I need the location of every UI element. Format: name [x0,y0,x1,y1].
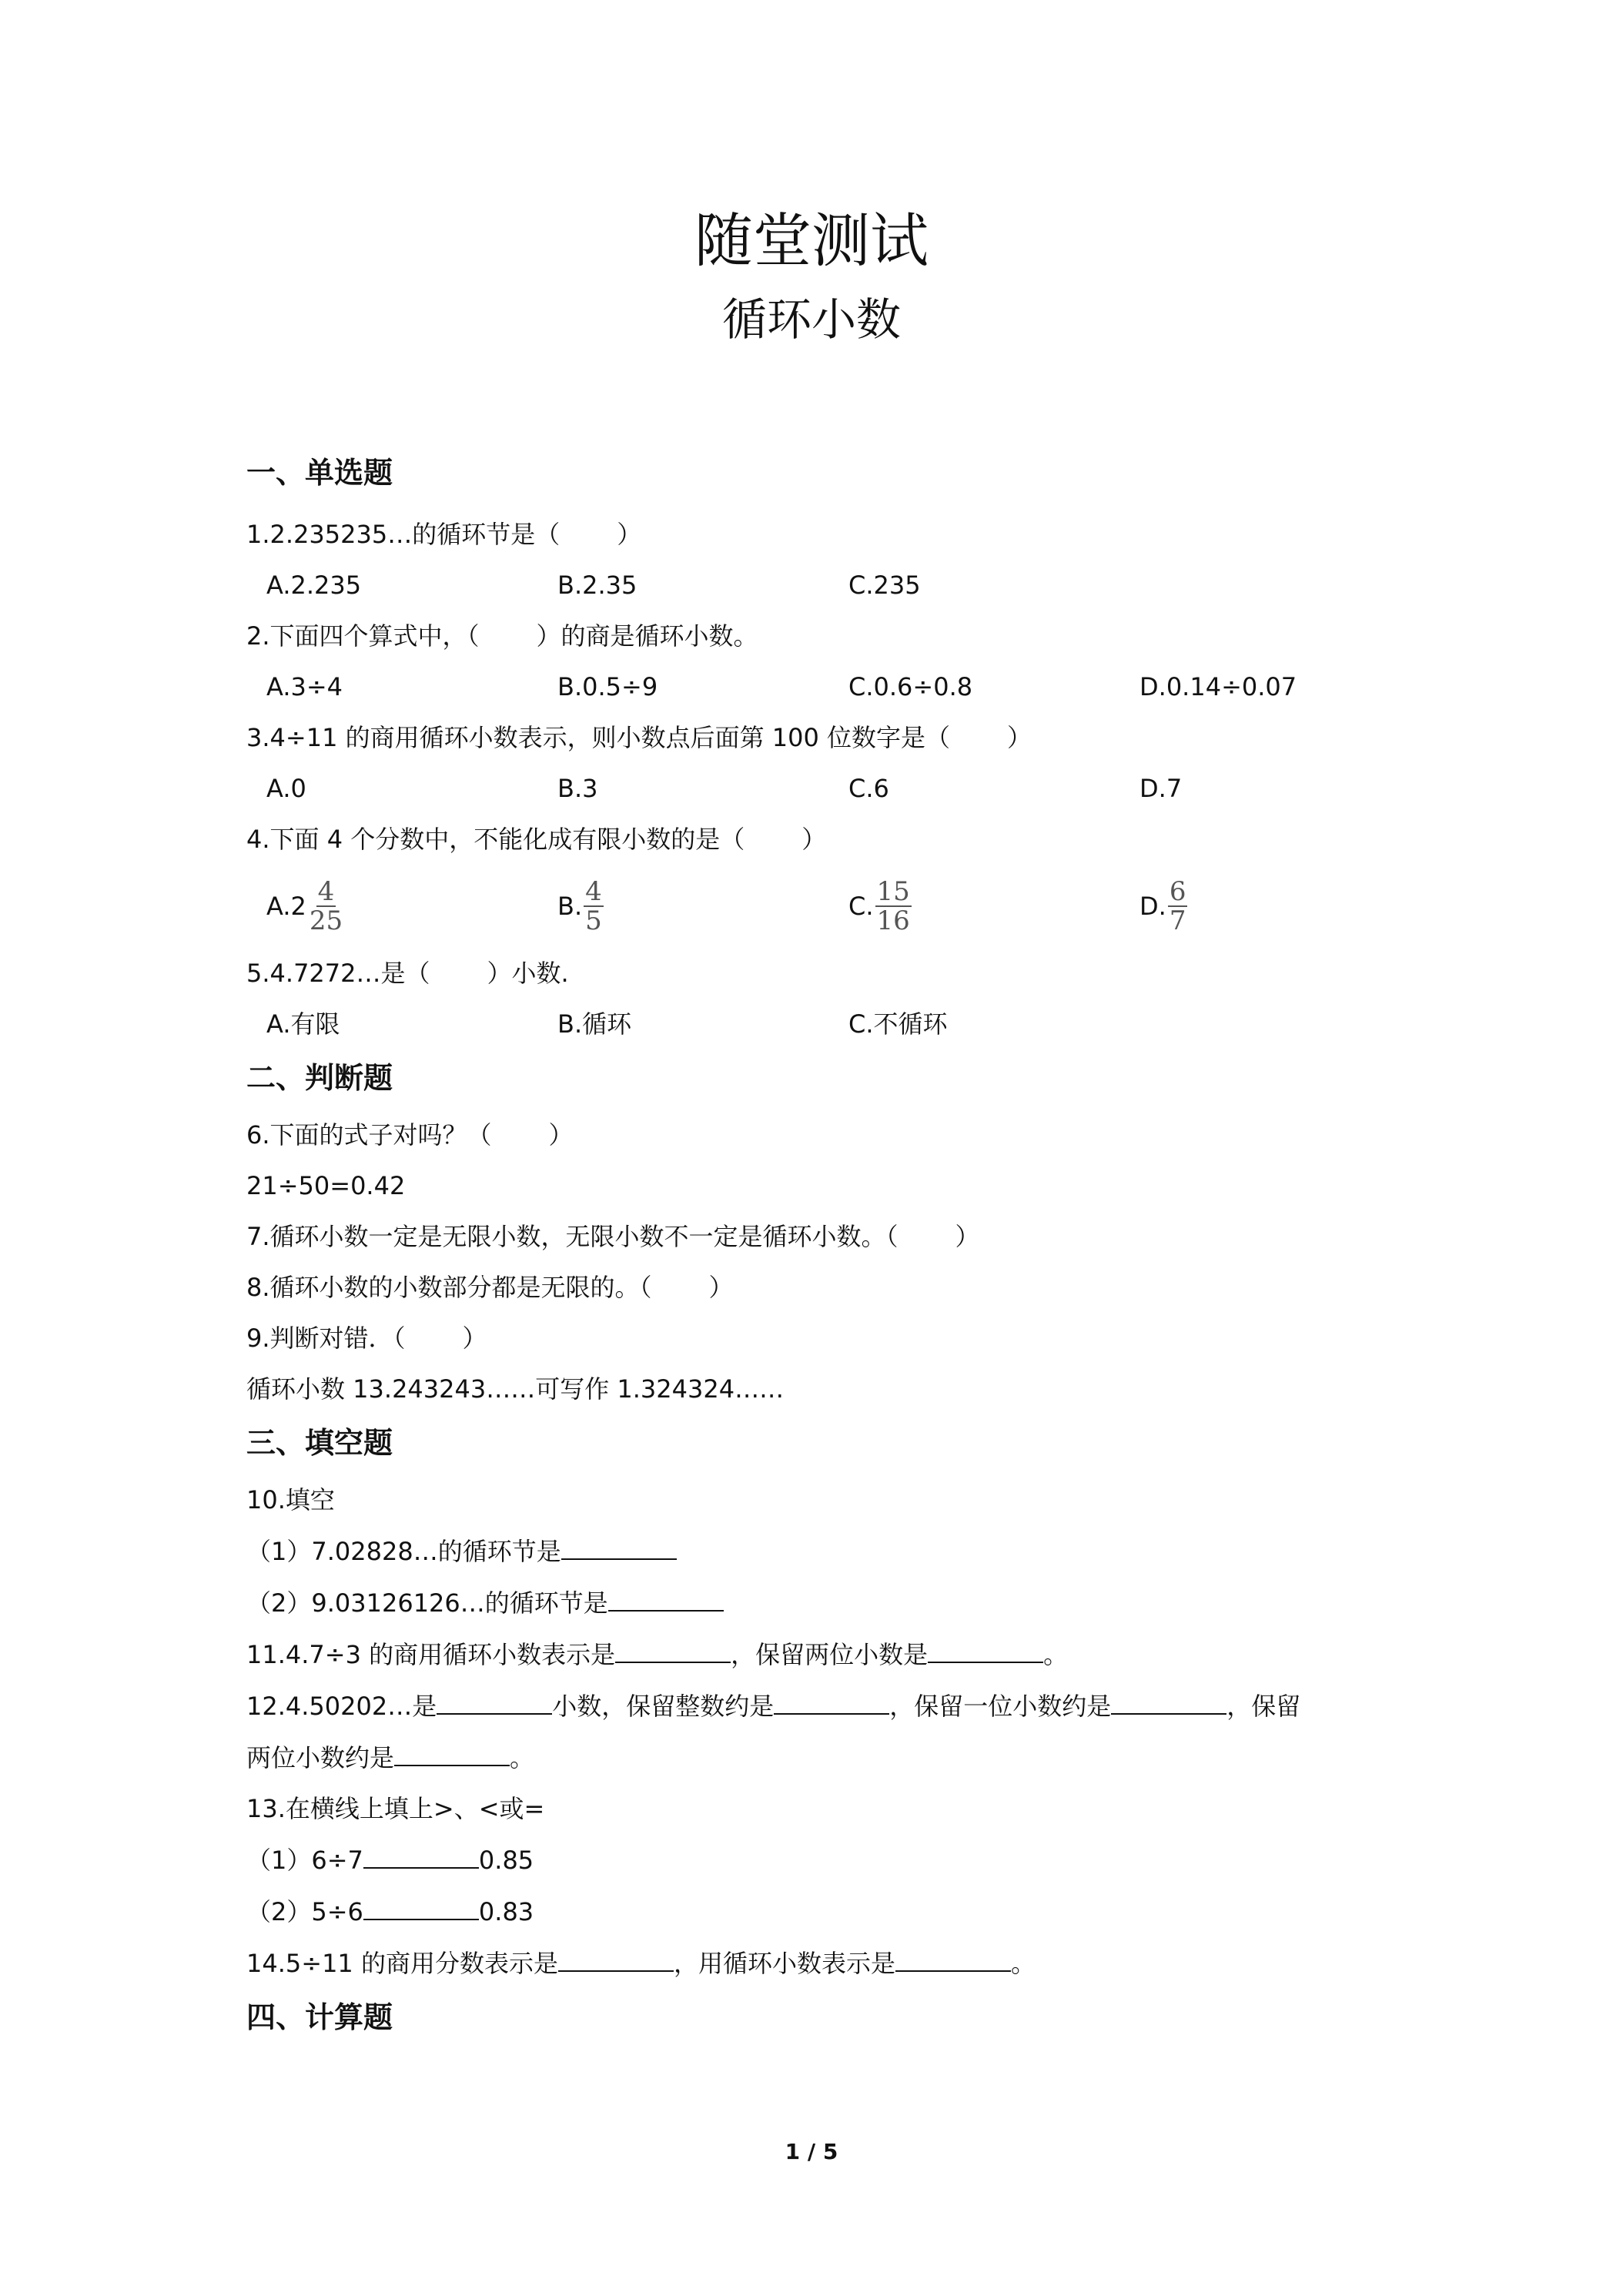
option-a: A.3÷4 [266,672,343,701]
fraction: $\frac{6}{7}$ [1169,876,1186,936]
answer-blank[interactable] [561,1535,677,1560]
option-b: B.0.5÷9 [557,672,658,701]
question-10-part-1: （1）7.02828…的循环节是 [246,1535,1386,1567]
question-12: 12.4.50202…是 小数，保留整数约是 ，保留一位小数约是 ，保留 [246,1692,1301,1721]
question-2-options [266,671,1386,702]
question-8: 8.循环小数的小数部分都是无限的。（ ） [246,1273,734,1302]
answer-blank[interactable] [774,1690,889,1715]
question-12-continued: 两位小数约是 。 [246,1743,535,1772]
answer-blank[interactable] [363,1844,479,1869]
option-b: B.2.35 [557,571,637,600]
question-4-options [266,875,1386,938]
question-14: 14.5÷11 的商用分数表示是 ，用循环小数表示是 。 [246,1949,1036,1978]
option-c: C.235 [848,571,921,600]
question-1-options [266,570,1386,601]
question-13: 13.在横线上填上>、<或= [246,1794,545,1823]
option-d: D.7 [1139,774,1183,803]
option-a: A.0 [266,774,306,803]
fraction: $\frac{4}{5}$ [585,876,602,936]
question-9: 9.判断对错．（ ） [246,1324,487,1353]
option-d: D. $\frac{6}{7}$ [1139,876,1186,936]
option-c: C.0.6÷0.8 [848,672,973,701]
page-number: 1 / 5 [785,2139,838,2164]
fraction: $\frac{4}{25}$ [309,876,343,936]
question-10-part-2: （2）9.03126126…的循环节是 [246,1587,1386,1618]
answer-blank[interactable] [1111,1690,1226,1715]
question-10: 10.填空 [246,1485,335,1514]
page-subtitle: 循环小数 [721,293,901,346]
question-5-options [266,1009,1386,1039]
option-c: C. $\frac{15}{16}$ [848,876,910,936]
option-d: D.0.14÷0.07 [1139,672,1297,701]
question-4: 4.下面 4 个分数中，不能化成有限小数的是（ ） [246,825,827,854]
section-heading-fill-blank: 三、填空题 [246,1426,393,1460]
question-5: 5.4.7272…是（ ）小数. [246,959,569,988]
answer-blank[interactable] [895,1947,1011,1972]
question-6: 6.下面的式子对吗？（ ） [246,1120,574,1150]
answer-blank[interactable] [928,1638,1043,1663]
section-heading-calculation: 四、计算题 [246,2000,393,2034]
answer-blank[interactable] [363,1896,479,1920]
option-a: A.2 $\frac{4}{25}$ [266,876,343,936]
question-3: 3.4÷11 的商用循环小数表示，则小数点后面第 100 位数字是（ ） [246,723,1032,752]
option-b: B.循环 [557,1009,632,1039]
answer-blank[interactable] [558,1947,674,1972]
question-13-part-2: （2）5÷6 0.83 [246,1897,534,1926]
fraction: $\frac{15}{16}$ [876,876,910,936]
question-content [246,454,1386,2059]
question-3-options [266,773,1386,804]
question-9-expression: 循环小数 13.243243……可写作 1.324324…… [246,1374,785,1404]
answer-blank[interactable] [394,1742,510,1766]
option-c: C.6 [848,774,889,803]
section-heading-single-choice: 一、单选题 [246,456,393,490]
option-b: B.3 [557,774,598,803]
question-11: 11.4.7÷3 的商用循环小数表示是 ，保留两位小数是 。 [246,1640,1069,1669]
option-a: A.有限 [266,1009,340,1039]
question-2: 2.下面四个算式中，（ ）的商是循环小数。 [246,621,758,651]
question-1: 1.2.235235…的循环节是（ ） [246,520,642,549]
option-a: A.2.235 [266,571,362,600]
answer-blank[interactable] [615,1638,731,1663]
answer-blank[interactable] [437,1690,552,1715]
page-title: 随堂测试 [694,206,929,275]
question-7: 7.循环小数一定是无限小数，无限小数不一定是循环小数。（ ） [246,1222,980,1251]
option-b: B. $\frac{4}{5}$ [557,876,602,936]
question-6-expression: 21÷50=0.42 [246,1171,406,1200]
option-c: C.不循环 [848,1009,948,1039]
question-13-part-1: （1）6÷7 0.85 [246,1846,534,1875]
answer-blank[interactable] [608,1587,724,1612]
section-heading-true-false: 二、判断题 [246,1061,393,1095]
